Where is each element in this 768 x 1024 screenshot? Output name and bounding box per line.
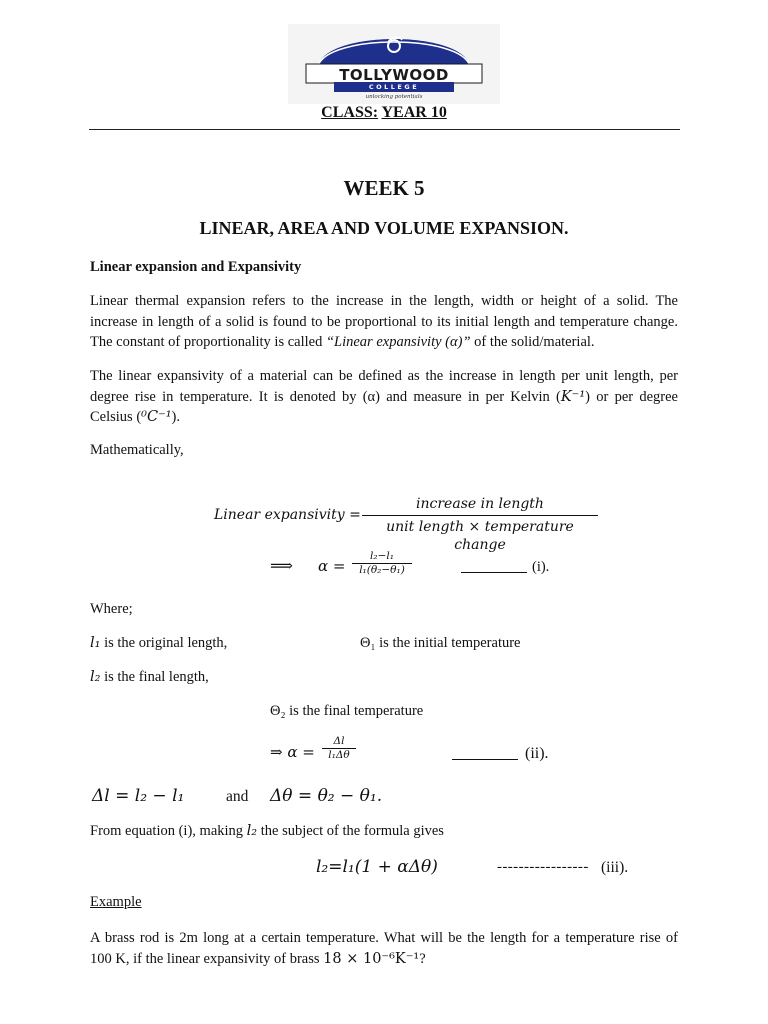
eq2-label: (ii).: [525, 745, 549, 762]
class-value: YEAR 10: [381, 104, 447, 121]
college-logo: [288, 24, 500, 104]
example-question: [90, 928, 678, 969]
unit-per-kelvin: K⁻¹: [560, 388, 586, 405]
definition-l2-text: is the final length,: [100, 669, 209, 685]
para1-quote: “Linear expansivity (α)”: [325, 334, 471, 350]
para2-line2-a: degree rise in temperature. It is denoted by (α) and measure in per Kelvin (: [90, 388, 561, 405]
symbol-l2: l₂: [246, 823, 258, 839]
eq3-dashes: -----------------: [497, 859, 589, 875]
logo-name: TOLLYWOOD: [339, 66, 449, 84]
delta-length: Δl = l₂ − l₁: [92, 786, 185, 806]
para1-line2: increase in length of a solid is found to be proportional to its initial length and temperature change.: [90, 313, 678, 330]
definition-l1: [90, 635, 227, 652]
symbol-theta2: Θ₂: [270, 703, 286, 719]
eq1-numerator: l₂−l₁: [370, 550, 394, 562]
delta-theta: Δθ = θ₂ − θ₁.: [270, 786, 383, 806]
where-label: Where;: [90, 601, 133, 617]
topic-title: LINEAR, AREA AND VOLUME EXPANSION.: [199, 218, 569, 238]
symbol-l1: l₁: [90, 635, 101, 651]
logo-motto: unlocking potentials: [365, 94, 423, 100]
example-line2: [90, 949, 678, 970]
fraction-bar: [362, 515, 598, 516]
and-label: and: [226, 788, 249, 805]
paragraph-expansivity-definition: [90, 366, 678, 428]
eq1-denominator: l₁(θ₂−θ₁): [359, 564, 405, 576]
implies-symbol: ⟹: [270, 556, 293, 575]
para1-line3: [90, 332, 678, 353]
eq2-fraction: [322, 735, 356, 762]
logo-emblem-icon: [288, 24, 500, 104]
para1-line1: Linear thermal expansion refers to the increase in the length, width or height of a solid. The: [90, 293, 678, 309]
eq1-blank-line: [461, 558, 527, 573]
equation-iii: l₂=l₁(1 + αΔθ): [316, 857, 438, 877]
from-equation-a: From equation (i), making: [90, 823, 247, 839]
logo-subtitle: COLLEGE: [368, 83, 420, 91]
section-heading: Linear expansion and Expansivity: [90, 259, 302, 275]
eq2-denominator: l₁Δθ: [328, 749, 350, 761]
definition-theta1: [360, 635, 520, 652]
formula-lhs: Linear expansivity =: [214, 507, 361, 523]
definition-theta1-text: is the initial temperature: [375, 635, 521, 651]
formula-numerator: increase in length: [416, 496, 544, 512]
example-line2-a: 100 K, if the linear expansivity of brass: [90, 950, 324, 967]
para2-line1: The linear expansivity of a material can be defined as the increase in length per unit length, per: [90, 368, 678, 384]
eq1-label: (i).: [532, 559, 550, 575]
eq1-fraction: [352, 550, 412, 577]
definition-theta2-text: is the final temperature: [285, 703, 424, 719]
paragraph-linear-expansion: [90, 291, 678, 353]
class-label: CLASS:: [321, 104, 379, 121]
symbol-theta1: Θ₁: [360, 635, 376, 651]
para2-line3: [90, 407, 678, 428]
equation-i: [270, 550, 570, 586]
formula-fraction: [362, 495, 598, 554]
para2-line3-b: ).: [171, 409, 180, 425]
expansivity-value: 18 × 10⁻⁶K⁻¹: [323, 950, 420, 967]
definition-theta2: [270, 703, 423, 720]
para1-line3-b: of the solid/material.: [470, 334, 595, 350]
example-heading: Example: [90, 894, 142, 910]
week-title: WEEK 5: [343, 176, 425, 200]
from-equation-text: [90, 823, 444, 840]
eq1-lhs: α =: [318, 557, 346, 575]
para1-line3-a: The constant of proportionality is called: [90, 334, 326, 350]
formula-denominator: unit length × temperature change: [386, 519, 574, 553]
mathematically-label: Mathematically,: [90, 442, 184, 458]
class-line: [0, 104, 768, 122]
equation-ii: [270, 735, 570, 771]
eq3-label: (iii).: [601, 859, 629, 876]
eq2-numerator: Δl: [333, 735, 345, 747]
para2-line3-a: Celsius (: [90, 409, 142, 425]
header-divider: [89, 129, 680, 130]
eq2-blank-line: [452, 745, 518, 760]
para2-line2-b: ) or per degree: [585, 388, 678, 405]
example-line2-b: ?: [419, 950, 426, 967]
unit-per-celsius: ⁰C⁻¹: [141, 409, 172, 425]
from-equation-b: the subject of the formula gives: [257, 823, 444, 839]
definition-l1-text: is the original length,: [100, 635, 228, 651]
para2-line2: [90, 387, 678, 408]
definition-l2: [90, 669, 209, 686]
symbol-l2: l₂: [90, 669, 101, 685]
example-line1: A brass rod is 2m long at a certain temperature. What will be the length for a temperature rise of: [90, 930, 678, 946]
formula-linear-expansivity: [214, 495, 604, 553]
eq2-lhs: ⇒ α =: [270, 743, 315, 761]
